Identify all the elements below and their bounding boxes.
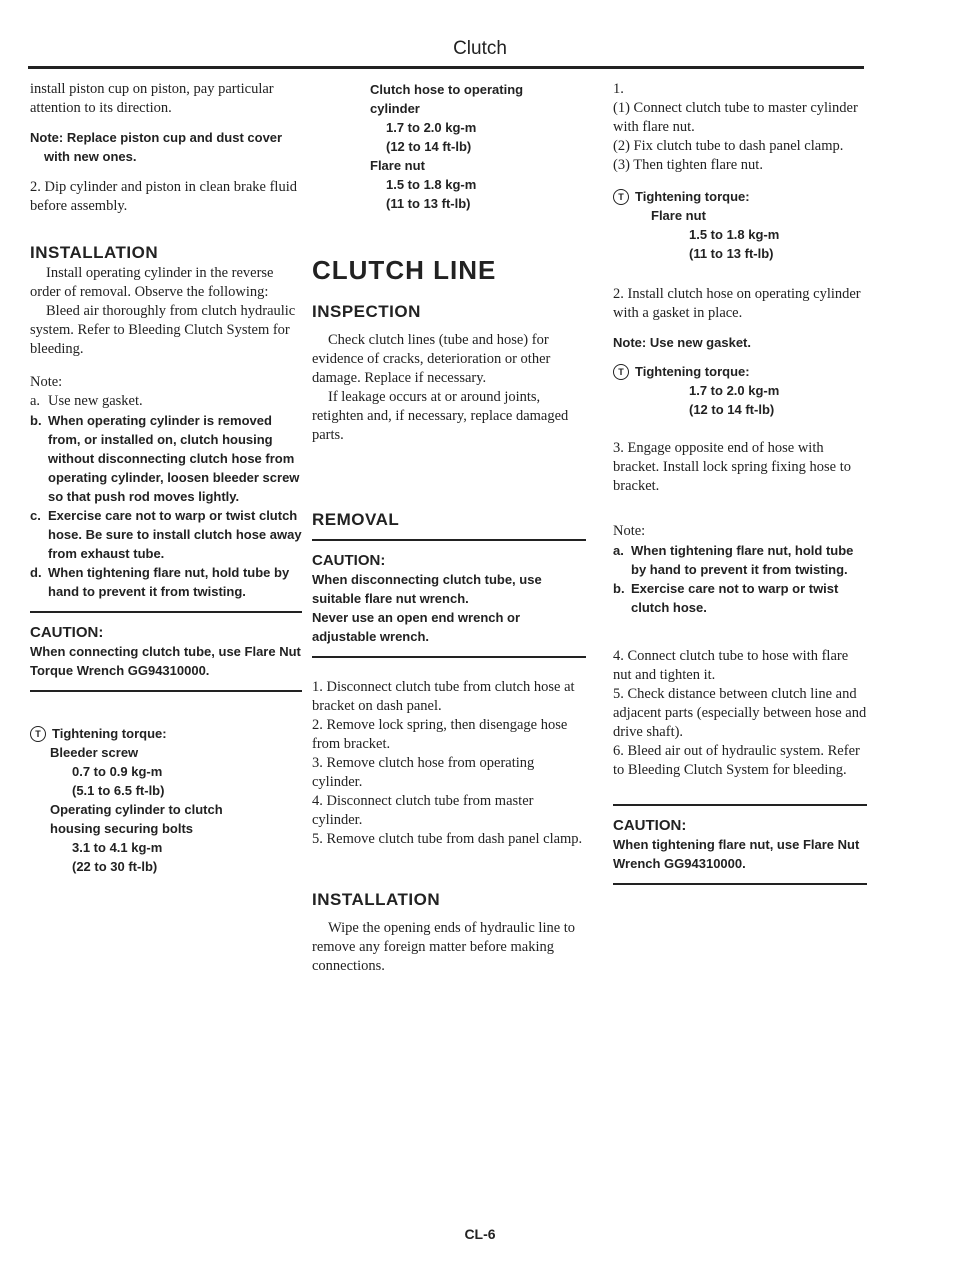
removal-heading: REMOVAL bbox=[312, 510, 400, 529]
installation-heading: INSTALLATION bbox=[30, 243, 159, 262]
torque-value-ftlb: (12 to 14 ft-lb) bbox=[386, 139, 472, 154]
list-item-text: Then tighten flare nut. bbox=[633, 157, 763, 173]
torque-part: Clutch hose to operating cylinder bbox=[370, 82, 524, 116]
caution-text: When disconnecting clutch tube, use suitable flare nut wrench. bbox=[312, 572, 542, 606]
list-item bbox=[312, 754, 586, 792]
list-item-text: Use new gasket. bbox=[48, 393, 143, 409]
torque-value-ftlb: (12 to 14 ft-lb) bbox=[689, 402, 775, 417]
header-rule bbox=[28, 66, 864, 69]
torque-part: Bleeder screw bbox=[50, 745, 139, 760]
list-item-text: When tightening flare nut, hold tube by hand to prevent it from twisting. bbox=[631, 543, 854, 577]
list-item-label: 4. bbox=[613, 648, 624, 664]
list-item-label: 5. bbox=[613, 686, 624, 702]
torque-value: 3.1 to 4.1 kg-m bbox=[72, 840, 163, 855]
caution-box bbox=[312, 539, 586, 658]
inspection-heading: INSPECTION bbox=[312, 302, 421, 321]
list-item-label: (2) bbox=[613, 138, 630, 154]
torque-value-ftlb: (22 to 30 ft-lb) bbox=[72, 859, 158, 874]
caution-text: When tightening flare nut, use Flare Nut Wrench GG94310000. bbox=[613, 837, 860, 871]
torque-value: 1.7 to 2.0 kg-m bbox=[386, 120, 477, 135]
tightening-torque-label: Tightening torque: bbox=[635, 189, 750, 204]
torque-part: Flare nut bbox=[651, 208, 706, 223]
torque-value-ftlb: (11 to 13 ft-lb) bbox=[386, 196, 471, 211]
list-item-label: a. bbox=[613, 543, 624, 558]
caution-text: Never use an open end wrench or adjustable wrench. bbox=[312, 610, 521, 644]
caution-box bbox=[30, 611, 302, 692]
list-item bbox=[613, 685, 867, 742]
list-item bbox=[312, 792, 586, 830]
torque-wrench-icon: T bbox=[613, 364, 629, 380]
tightening-torque-heading bbox=[613, 362, 867, 381]
note-new-gasket: Note: Use new gasket. bbox=[613, 335, 751, 350]
installation-paragraph-2: Bleed air thoroughly from clutch hydraulic system. Refer to Bleeding Clutch System for bleeding. bbox=[30, 303, 296, 357]
substeps-list bbox=[613, 99, 867, 175]
caution-box bbox=[613, 804, 867, 885]
list-item bbox=[613, 541, 867, 579]
intro-text: install piston cup on piston, pay particular attention to its direction. bbox=[30, 81, 274, 116]
torque-wrench-icon: T bbox=[30, 726, 46, 742]
column-3 bbox=[613, 80, 867, 885]
list-item bbox=[613, 99, 867, 137]
notes-list bbox=[613, 541, 867, 617]
list-item bbox=[312, 830, 586, 849]
step-2-dip: 2. Dip cylinder and piston in clean brake fluid before assembly. bbox=[30, 179, 297, 214]
note-label: Note: bbox=[30, 374, 63, 390]
installation-notes-list bbox=[30, 392, 302, 601]
caution-title: CAUTION: bbox=[613, 817, 687, 834]
list-item bbox=[30, 563, 302, 601]
list-item bbox=[30, 411, 302, 506]
step-2-install-hose: 2. Install clutch hose on operating cylinder with a gasket in place. bbox=[613, 286, 861, 321]
list-item-label: a. bbox=[30, 393, 41, 409]
list-item-label: 6. bbox=[613, 743, 624, 759]
tightening-torque-heading bbox=[613, 187, 867, 206]
page-number: CL-6 bbox=[464, 1226, 496, 1242]
inspection-paragraph-2: If leakage occurs at or around joints, retighten and, if necessary, replace damaged parts. bbox=[312, 389, 569, 443]
torque-value: 1.5 to 1.8 kg-m bbox=[689, 227, 780, 242]
torque-value-ftlb: (5.1 to 6.5 ft-lb) bbox=[72, 783, 165, 798]
list-item-label: 3. bbox=[312, 755, 323, 771]
note-piston-cup: Note: Replace piston cup and dust cover with new ones. bbox=[30, 130, 283, 164]
list-item-label: 2. bbox=[312, 717, 323, 733]
list-item-text: Exercise care not to warp or twist clutch hose. bbox=[631, 581, 839, 615]
list-item bbox=[613, 137, 867, 156]
list-item-text: Bleed air out of hydraulic system. Refer to Bleeding Clutch System for bleeding. bbox=[613, 743, 860, 778]
installation-paragraph: Wipe the opening ends of hydraulic line to remove any foreign matter before making connections. bbox=[312, 920, 576, 974]
torque-value: 1.5 to 1.8 kg-m bbox=[386, 177, 477, 192]
list-item-label: b. bbox=[613, 581, 625, 596]
inspection-paragraph-1: Check clutch lines (tube and hose) for evidence of cracks, deterioration or other damage. Replace if necessary. bbox=[312, 332, 551, 386]
list-item-text: Remove clutch tube from dash panel clamp. bbox=[326, 831, 583, 847]
list-item bbox=[312, 678, 586, 716]
list-item bbox=[613, 156, 867, 175]
list-item-text: Disconnect clutch tube from clutch hose at bracket on dash panel. bbox=[312, 679, 575, 714]
list-item-label: d. bbox=[30, 565, 42, 580]
list-item-text: When operating cylinder is removed from, or installed on, clutch housing without disconnecting clutch hose from operating cylinder, loosen bleeder screw so that push rod moves lightly. bbox=[48, 413, 300, 504]
torque-value: 0.7 to 0.9 kg-m bbox=[72, 764, 163, 779]
caution-text: When connecting clutch tube, use Flare Nut Torque Wrench GG94310000. bbox=[30, 644, 301, 678]
list-item-text: Exercise care not to warp or twist clutch hose. Be sure to install clutch hose away from exhaust tube. bbox=[48, 508, 302, 561]
steps-list bbox=[613, 647, 867, 780]
list-item-label: (1) bbox=[613, 100, 630, 116]
list-item-text: Check distance between clutch line and adjacent parts (especially between hose and drive shaft). bbox=[613, 686, 867, 740]
tightening-torque-label: Tightening torque: bbox=[52, 726, 167, 741]
list-item bbox=[30, 506, 302, 563]
list-item-text: Remove lock spring, then disengage hose from bracket. bbox=[312, 717, 568, 752]
torque-part: Flare nut bbox=[370, 158, 425, 173]
list-item-text: Remove clutch hose from operating cylinder. bbox=[312, 755, 535, 790]
list-item bbox=[613, 742, 867, 780]
list-item bbox=[613, 579, 867, 617]
list-item-label: 5. bbox=[312, 831, 323, 847]
list-item-label: 4. bbox=[312, 793, 323, 809]
list-item-label: c. bbox=[30, 508, 41, 523]
torque-value: 1.7 to 2.0 kg-m bbox=[689, 383, 780, 398]
list-item-text: When tightening flare nut, hold tube by hand to prevent it from twisting. bbox=[48, 565, 290, 599]
torque-part: Operating cylinder to clutch housing securing bolts bbox=[50, 802, 223, 836]
column-2 bbox=[312, 80, 586, 976]
step-1-label: 1. bbox=[613, 81, 624, 97]
page-header-title: Clutch bbox=[453, 38, 507, 59]
list-item bbox=[613, 647, 867, 685]
list-item-text: Disconnect clutch tube from master cylinder. bbox=[312, 793, 534, 828]
list-item-text: Connect clutch tube to master cylinder with flare nut. bbox=[613, 100, 858, 135]
installation-heading: INSTALLATION bbox=[312, 890, 441, 909]
tightening-torque-heading bbox=[30, 724, 302, 743]
caution-title: CAUTION: bbox=[312, 552, 386, 569]
removal-steps-list bbox=[312, 678, 586, 849]
torque-value-ftlb: (11 to 13 ft-lb) bbox=[689, 246, 774, 261]
caution-title: CAUTION: bbox=[30, 624, 104, 641]
list-item-label: 1. bbox=[312, 679, 323, 695]
torque-wrench-icon: T bbox=[613, 189, 629, 205]
step-3-engage-hose: 3. Engage opposite end of hose with bracket. Install lock spring fixing hose to bracket. bbox=[613, 440, 851, 494]
note-label: Note: bbox=[613, 523, 646, 539]
tightening-torque-label: Tightening torque: bbox=[635, 364, 750, 379]
list-item-label: (3) bbox=[613, 157, 630, 173]
column-1 bbox=[30, 80, 302, 876]
installation-paragraph-1: Install operating cylinder in the reverse order of removal. Observe the following: bbox=[30, 265, 274, 300]
section-heading-clutch-line: CLUTCH LINE bbox=[312, 255, 497, 285]
list-item bbox=[312, 716, 586, 754]
list-item bbox=[30, 392, 302, 411]
list-item-label: b. bbox=[30, 413, 42, 428]
list-item-text: Fix clutch tube to dash panel clamp. bbox=[633, 138, 844, 154]
list-item-text: Connect clutch tube to hose with flare nut and tighten it. bbox=[613, 648, 849, 683]
